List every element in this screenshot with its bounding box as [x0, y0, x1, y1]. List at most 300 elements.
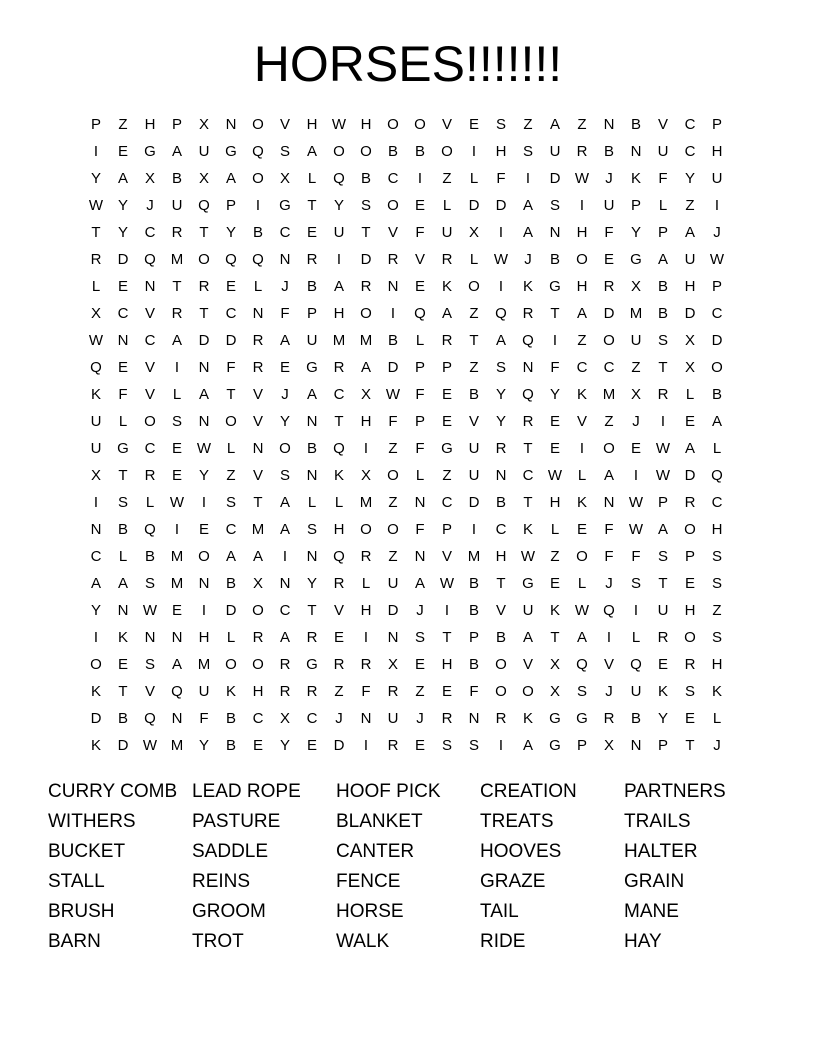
grid-letter: F [469, 683, 479, 700]
grid-letter: H [684, 278, 696, 295]
grid-letter: M [170, 548, 184, 565]
grid-letter: O [522, 683, 534, 700]
grid-letter: O [414, 116, 426, 133]
grid-letter: B [387, 332, 398, 349]
grid-letter: I [363, 440, 369, 457]
grid-letter: V [144, 305, 155, 322]
grid-letter: E [333, 629, 344, 646]
grid-letter: Q [603, 602, 615, 619]
word-list-item: HAY [624, 931, 662, 952]
word-list-item: WALK [336, 931, 390, 952]
grid-letter: R [279, 656, 291, 673]
grid-letter: O [495, 683, 507, 700]
grid-letter: G [576, 710, 588, 727]
grid-letter: K [441, 278, 452, 295]
grid-letter: I [363, 629, 369, 646]
grid-letter: X [90, 305, 101, 322]
grid-letter: S [495, 359, 506, 376]
grid-letter: N [279, 575, 291, 592]
grid-letter: O [684, 521, 696, 538]
grid-letter: V [279, 116, 290, 133]
grid-letter: L [658, 197, 668, 214]
grid-letter: H [711, 521, 723, 538]
grid-letter: U [603, 197, 615, 214]
grid-letter: I [579, 440, 585, 457]
grid-row [90, 516, 744, 543]
grid-letter: E [549, 440, 560, 457]
grid-letter: B [495, 629, 506, 646]
grid-letter: O [468, 278, 480, 295]
grid-letter: I [606, 629, 612, 646]
grid-letter: P [441, 521, 452, 538]
grid-letter: T [118, 683, 128, 700]
grid-letter: W [574, 170, 590, 187]
grid-letter: D [603, 305, 615, 322]
grid-letter: C [279, 602, 291, 619]
grid-letter: T [550, 629, 560, 646]
grid-letter: L [712, 440, 722, 457]
grid-letter: E [414, 737, 425, 754]
word-list-item: MANE [624, 901, 679, 922]
grid-letter: J [146, 197, 154, 214]
grid-letter: F [199, 710, 209, 727]
grid-letter: B [144, 548, 155, 565]
grid-letter: Q [333, 170, 345, 187]
grid-letter: Z [388, 440, 398, 457]
grid-letter: R [657, 386, 669, 403]
grid-letter: A [171, 143, 182, 160]
grid-letter: A [414, 575, 425, 592]
grid-letter: W [142, 602, 158, 619]
grid-letter: U [684, 251, 696, 268]
grid-letter: R [360, 278, 372, 295]
grid-letter: U [657, 143, 669, 160]
grid-letter: X [252, 575, 263, 592]
grid-letter: E [414, 197, 425, 214]
grid-letter: I [282, 548, 288, 565]
word-list-item: TROT [192, 931, 244, 952]
word-list-item: FENCE [336, 871, 401, 892]
grid-letter: B [225, 710, 236, 727]
grid-letter: O [387, 197, 399, 214]
word-list-item: TRAILS [624, 811, 691, 832]
grid-letter: G [306, 359, 318, 376]
grid-letter: B [468, 602, 479, 619]
grid-row [93, 489, 744, 516]
grid-letter: W [88, 197, 104, 214]
grid-letter: L [415, 332, 425, 349]
grid-letter: T [442, 629, 452, 646]
grid-letter: G [549, 710, 561, 727]
grid-letter: A [279, 332, 290, 349]
grid-letter: K [522, 521, 533, 538]
grid-letter: O [360, 521, 372, 538]
grid-letter: A [252, 548, 263, 565]
grid-letter: B [171, 170, 182, 187]
grid-letter: U [198, 683, 210, 700]
grid-letter: U [522, 602, 534, 619]
grid-letter: D [198, 332, 210, 349]
grid-letter: D [360, 251, 372, 268]
grid-letter: U [630, 683, 642, 700]
grid-letter: Q [171, 683, 183, 700]
grid-letter: R [441, 251, 453, 268]
word-list-item: GRAIN [624, 871, 685, 892]
grid-letter: L [307, 170, 317, 187]
grid-letter: Q [90, 359, 102, 376]
grid-letter: N [144, 278, 156, 295]
grid-letter: C [495, 521, 507, 538]
grid-letter: C [684, 116, 696, 133]
grid-letter: I [498, 737, 504, 754]
grid-letter: Q [252, 143, 264, 160]
grid-letter: E [279, 359, 290, 376]
grid-letter: W [385, 386, 401, 403]
grid-letter: R [306, 683, 318, 700]
grid-letter: K [522, 278, 533, 295]
grid-letter: O [387, 521, 399, 538]
grid-letter: E [414, 656, 425, 673]
grid-letter: B [495, 494, 506, 511]
word-list [48, 777, 768, 957]
grid-letter: A [711, 413, 722, 430]
grid-row [90, 651, 744, 678]
grid-letter: T [361, 224, 371, 241]
grid-letter: S [495, 116, 506, 133]
grid-letter: S [414, 629, 425, 646]
grid-letter: R [387, 683, 399, 700]
grid-letter: N [522, 359, 534, 376]
grid-letter: R [333, 575, 345, 592]
grid-letter: M [359, 494, 373, 511]
grid-letter: C [90, 548, 102, 565]
grid-letter: P [657, 494, 668, 511]
grid-letter: N [387, 278, 399, 295]
grid-letter: T [658, 359, 668, 376]
grid-letter: R [387, 251, 399, 268]
grid-letter: W [574, 602, 590, 619]
grid-letter: R [522, 305, 534, 322]
grid-letter: F [415, 224, 425, 241]
grid-letter: R [279, 683, 291, 700]
grid-letter: U [468, 467, 480, 484]
grid-letter: C [576, 359, 588, 376]
grid-letter: K [90, 386, 101, 403]
grid-letter: G [225, 143, 237, 160]
grid-letter: J [605, 575, 613, 592]
grid-letter: G [306, 656, 318, 673]
grid-letter: E [252, 737, 263, 754]
grid-letter: M [467, 548, 481, 565]
grid-letter: K [90, 737, 101, 754]
grid-letter: C [387, 170, 399, 187]
grid-letter: H [306, 116, 318, 133]
grid-letter: D [468, 197, 480, 214]
grid-letter: I [552, 332, 558, 349]
grid-letter: Q [252, 251, 264, 268]
grid-letter: B [117, 521, 128, 538]
grid-letter: W [142, 737, 158, 754]
grid-letter: V [468, 413, 479, 430]
grid-letter: V [333, 602, 344, 619]
grid-letter: X [90, 467, 101, 484]
grid-letter: H [333, 305, 345, 322]
grid-letter: X [387, 656, 398, 673]
grid-letter: T [199, 305, 209, 322]
grid-letter: A [225, 548, 236, 565]
word-list-item: CURRY COMB [48, 781, 178, 802]
grid-letter: Q [333, 548, 345, 565]
grid-letter: H [360, 602, 372, 619]
grid-letter: N [360, 710, 372, 727]
grid-letter: R [144, 467, 156, 484]
grid-letter: S [171, 413, 182, 430]
grid-letter: K [657, 683, 668, 700]
grid-letter: X [549, 683, 560, 700]
grid-letter: R [252, 629, 264, 646]
grid-letter: F [496, 170, 506, 187]
grid-letter: W [493, 251, 509, 268]
grid-letter: S [711, 575, 722, 592]
grid-row [90, 165, 744, 192]
grid-letter: X [549, 656, 560, 673]
grid-letter: P [90, 116, 101, 133]
grid-letter: R [360, 656, 372, 673]
grid-letter: I [201, 494, 207, 511]
grid-letter: F [631, 548, 641, 565]
grid-letter: H [198, 629, 210, 646]
grid-letter: R [333, 359, 345, 376]
grid-letter: B [549, 251, 560, 268]
grid-letter: U [657, 602, 669, 619]
grid-letter: I [93, 494, 99, 511]
grid-letter: D [225, 332, 237, 349]
grid-letter: O [576, 251, 588, 268]
grid-letter: S [684, 683, 695, 700]
grid-letter: T [307, 197, 317, 214]
grid-row [90, 381, 744, 408]
grid-letter: T [523, 494, 533, 511]
grid-letter: B [360, 170, 371, 187]
grid-letter: T [307, 602, 317, 619]
grid-letter: A [576, 629, 587, 646]
grid-row [90, 354, 744, 381]
grid-letter: S [144, 575, 155, 592]
grid-letter: G [549, 737, 561, 754]
grid-letter: Y [279, 413, 290, 430]
grid-letter: D [711, 332, 723, 349]
grid-letter: P [684, 548, 695, 565]
grid-letter: V [252, 386, 263, 403]
grid-letter: N [414, 494, 426, 511]
grid-letter: V [495, 602, 506, 619]
grid-letter: U [711, 170, 723, 187]
grid-letter: N [306, 413, 318, 430]
grid-letter: M [251, 521, 265, 538]
grid-letter: R [387, 737, 399, 754]
grid-letter: Z [388, 494, 398, 511]
grid-letter: U [468, 440, 480, 457]
grid-letter: N [171, 629, 183, 646]
grid-letter: A [117, 170, 128, 187]
grid-letter: F [361, 683, 371, 700]
word-list-item: WITHERS [48, 811, 136, 832]
grid-letter: P [225, 197, 236, 214]
grid-letter: V [522, 656, 533, 673]
grid-letter: U [171, 197, 183, 214]
grid-letter: S [468, 737, 479, 754]
grid-letter: E [468, 116, 479, 133]
grid-letter: V [657, 116, 668, 133]
grid-letter: S [279, 467, 290, 484]
grid-letter: A [522, 737, 533, 754]
grid-letter: R [252, 359, 264, 376]
grid-letter: V [144, 683, 155, 700]
grid-letter: B [252, 224, 263, 241]
grid-letter: L [226, 629, 236, 646]
grid-letter: S [441, 737, 452, 754]
grid-letter: N [90, 521, 102, 538]
grid-letter: C [225, 521, 237, 538]
grid-letter: R [441, 710, 453, 727]
grid-letter: L [415, 467, 425, 484]
grid-letter: A [522, 629, 533, 646]
grid-letter: K [90, 683, 101, 700]
grid-letter: O [603, 440, 615, 457]
grid-letter: Q [144, 251, 156, 268]
grid-letter: L [577, 467, 587, 484]
grid-letter: C [711, 305, 723, 322]
grid-letter: Y [306, 575, 317, 592]
grid-letter: F [658, 170, 668, 187]
grid-letter: R [495, 440, 507, 457]
grid-letter: V [252, 467, 263, 484]
grid-letter: O [576, 548, 588, 565]
grid-letter: J [605, 683, 613, 700]
grid-letter: P [711, 278, 722, 295]
grid-letter: D [117, 251, 129, 268]
grid-letter: I [525, 170, 531, 187]
grid-letter: B [306, 440, 317, 457]
grid-letter: O [387, 116, 399, 133]
grid-letter: S [279, 143, 290, 160]
grid-letter: Q [495, 305, 507, 322]
grid-letter: B [117, 710, 128, 727]
grid-letter: O [495, 656, 507, 673]
grid-letter: L [442, 197, 452, 214]
grid-letter: X [684, 359, 695, 376]
grid-letter: B [414, 143, 425, 160]
grid-letter: L [91, 278, 101, 295]
word-list-item: HALTER [624, 841, 698, 862]
grid-letter: A [657, 251, 668, 268]
grid-letter: I [714, 197, 720, 214]
grid-row [90, 435, 744, 462]
grid-letter: O [333, 143, 345, 160]
grid-letter: I [390, 305, 396, 322]
grid-letter: N [252, 440, 264, 457]
grid-letter: F [550, 359, 560, 376]
grid-letter: N [252, 305, 264, 322]
grid-letter: H [144, 116, 156, 133]
grid-letter: C [144, 332, 156, 349]
grid-letter: D [495, 197, 507, 214]
grid-letter: G [441, 440, 453, 457]
grid-letter: Y [198, 467, 209, 484]
grid-letter: Z [388, 548, 398, 565]
grid-row [90, 246, 744, 273]
word-list-item: HOOVES [480, 841, 562, 862]
grid-letter: F [415, 440, 425, 457]
grid-letter: D [549, 170, 561, 187]
grid-letter: S [522, 143, 533, 160]
grid-letter: I [417, 170, 423, 187]
grid-letter: J [281, 386, 289, 403]
grid-letter: N [603, 494, 615, 511]
word-list-item: BUCKET [48, 841, 126, 862]
grid-letter: Y [225, 224, 236, 241]
grid-letter: J [335, 710, 343, 727]
grid-letter: E [171, 440, 182, 457]
grid-letter: H [711, 143, 723, 160]
grid-letter: B [711, 386, 722, 403]
grid-letter: E [117, 278, 128, 295]
grid-letter: A [603, 467, 614, 484]
word-list-item: BARN [48, 931, 101, 952]
word-list-item: PARTNERS [624, 781, 726, 802]
grid-letter: L [577, 575, 587, 592]
grid-letter: G [522, 575, 534, 592]
grid-letter: O [684, 629, 696, 646]
grid-letter: S [657, 332, 668, 349]
grid-letter: P [171, 116, 182, 133]
grid-letter: R [252, 332, 264, 349]
grid-letter: Y [495, 413, 506, 430]
grid-row [90, 570, 744, 597]
grid-letter: N [117, 602, 129, 619]
page-title: HORSES!!!!!!! [253, 36, 563, 92]
grid-letter: Y [333, 197, 344, 214]
grid-letter: Q [576, 656, 588, 673]
grid-letter: C [333, 386, 345, 403]
grid-letter: Y [630, 224, 641, 241]
grid-letter: A [441, 305, 452, 322]
grid-letter: R [684, 656, 696, 673]
grid-letter: N [630, 143, 642, 160]
grid-letter: U [441, 224, 453, 241]
grid-letter: D [684, 467, 696, 484]
grid-letter: R [306, 629, 318, 646]
grid-letter: M [629, 305, 643, 322]
grid-letter: Y [198, 737, 209, 754]
grid-letter: H [360, 116, 372, 133]
word-list-item: BRUSH [48, 901, 115, 922]
grid-letter: B [387, 143, 398, 160]
grid-letter: H [684, 602, 696, 619]
grid-letter: V [603, 656, 614, 673]
grid-letter: O [711, 359, 723, 376]
grid-letter: T [550, 305, 560, 322]
grid-row [90, 732, 744, 759]
grid-letter: R [333, 656, 345, 673]
grid-letter: H [576, 278, 588, 295]
grid-letter: Y [657, 710, 668, 727]
grid-letter: R [306, 251, 318, 268]
grid-letter: S [225, 494, 236, 511]
grid-letter: W [169, 494, 185, 511]
grid-letter: V [144, 359, 155, 376]
grid-letter: K [630, 170, 641, 187]
